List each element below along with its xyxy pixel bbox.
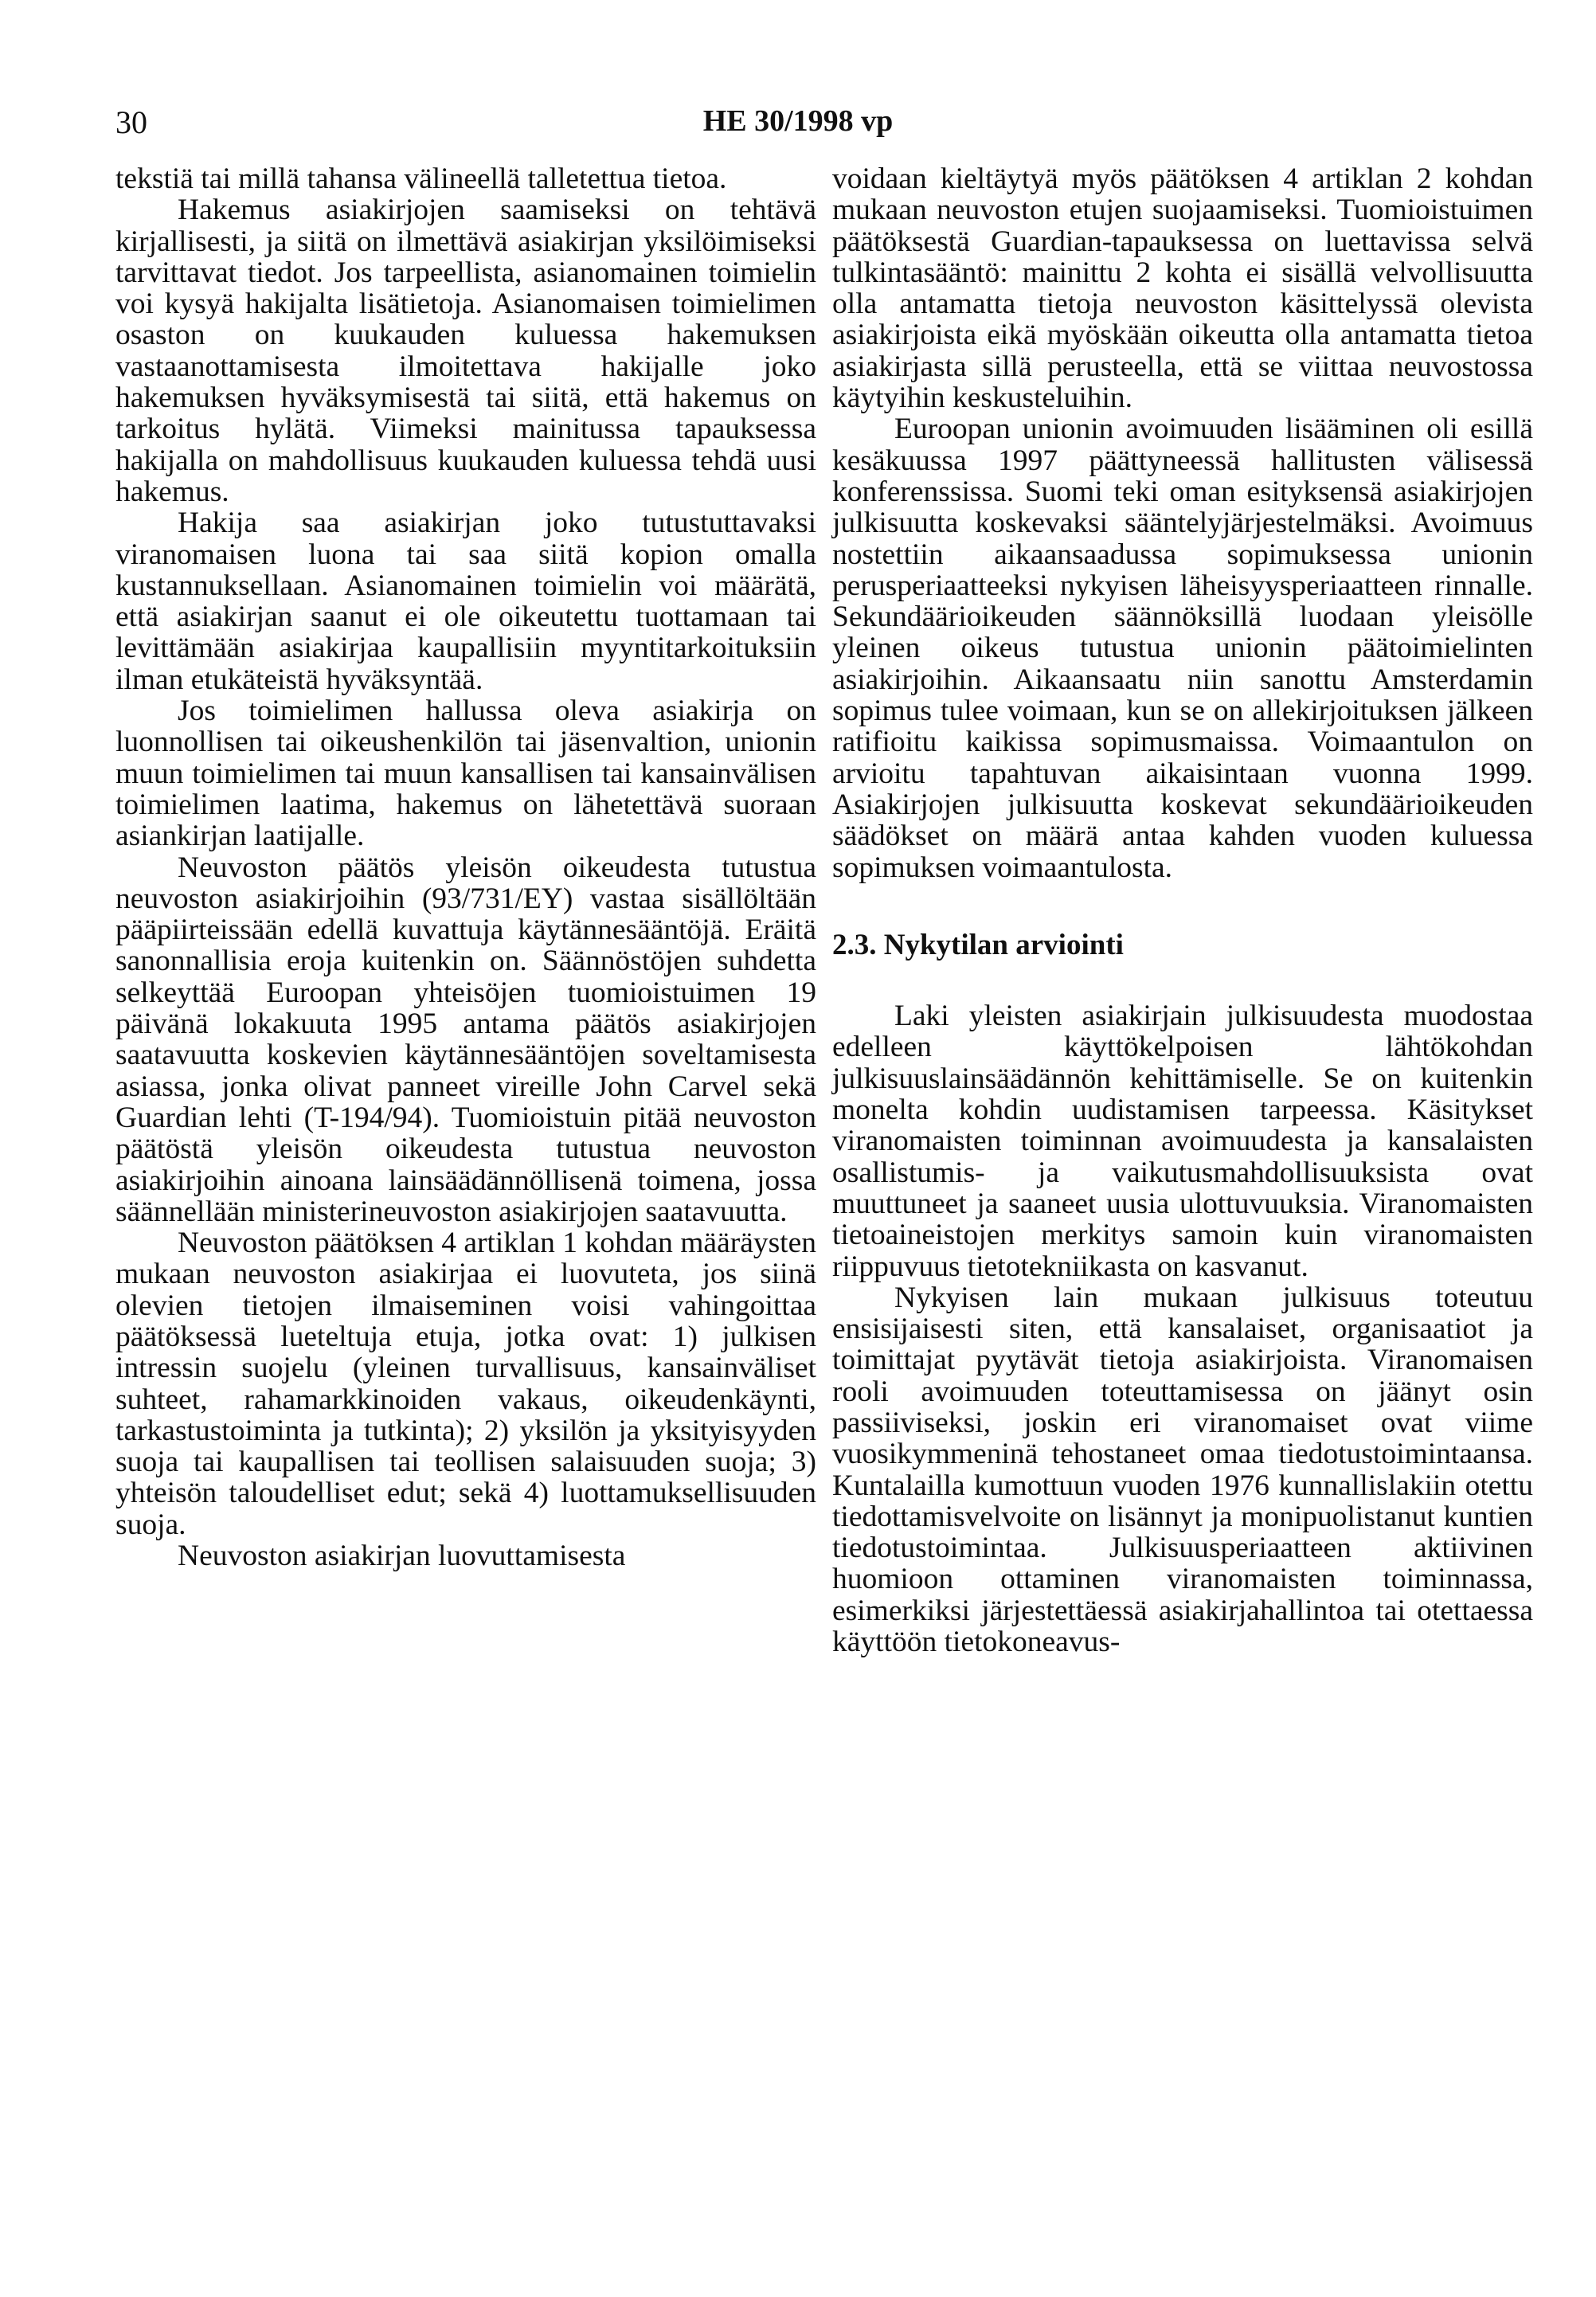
paragraph: Laki yleisten asiakirjain julkisuudesta muodostaa edelleen käyttökelpoisen lähtökohdan julkisuuslainsäädännön kehittämiselle. Se on kuitenkin monelta kohdin uudistamisen tarpeessa. Käsitykset viranomaisten toiminnan avoimuudesta ja kansalaisten osallistumis- ja vaikutusmahdollisuuksista ovat muuttuneet ja saaneet uusia ulottuvuuksia. Viranomaisten tietoaineistojen merkitys samoin kuin viranomaisten riippuvuus tietotekniikasta on kasvanut. xyxy=(832,1000,1533,1283)
paragraph: Neuvoston päätöksen 4 artiklan 1 kohdan määräysten mukaan neuvoston asiakirjaa ei luovuteta, jos siinä olevien tietojen ilmaiseminen voisi vahingoittaa päätöksessä lueteltuja etuja, jotka ovat: 1) julkisen intressin suojelu (yleinen turvallisuus, kansainväliset suhteet, rahamarkkinoiden vakaus, oikeudenkäynti, tarkastustoiminta ja tutkinta); 2) yksilön ja yksityisyyden suoja tai kaupallisen tai teollisen salaisuuden suoja; 3) yhteisön taloudelliset edut; sekä 4) luottamuksellisuuden suoja. xyxy=(115,1227,816,1541)
paragraph: Jos toimielimen hallussa oleva asiakirja on luonnollisen tai oikeushenkilön tai jäsenvaltion, unionin muun toimielimen tai muun kansallisen tai kansainvälisen toimielimen laatima, hakemus on lähetettävä suoraan asiankirjan laatijalle. xyxy=(115,695,816,853)
paragraph: voidaan kieltäytyä myös päätöksen 4 artiklan 2 kohdan mukaan neuvoston etujen suojaamiseksi. Tuomioistuimen päätöksestä Guardian-tapauksessa on luettavissa selvä tulkintasääntö: mainittu 2 kohta ei sisällä velvollisuutta olla antamatta tietoja neuvoston käsittelyssä olevista asiakirjoista eikä myöskään oikeutta olla antamatta tietoa asiakirjasta sillä perusteella, että se viittaa neuvostossa käytyihin keskusteluihin. xyxy=(832,162,1533,415)
paragraph: Neuvoston asiakirjan luovuttamisesta xyxy=(178,1540,626,1573)
paragraph: Hakija saa asiakirjan joko tutustuttavaksi viranomaisen luona tai saa siitä kopion omalla kustannuksellaan. Asianomainen toimielin voi määrätä, että asiakirjan saanut ei ole oikeutettu tuottamaan tai levittämään asiakirjaa kaupallisiin myyntitarkoituksiin ilman etukäteistä hyväksyntää. xyxy=(115,507,816,696)
paragraph: Euroopan unionin avoimuuden lisääminen oli esillä kesäkuussa 1997 päättyneessä hallitusten välisessä konferenssissa. Suomi teki oman esityksensä asiakirjojen julkisuutta koskevaksi sääntelyjärjestelmäksi. Avoimuus nostettiin aikaansaadussa sopimuksessa unionin perusperiaatteeksi nykyisen läheisyysperiaatteen rinnalle. Sekundäärioikeuden säännöksillä luodaan yleisölle yleinen oikeus tutustua unionin päätoimielinten asiakirjoihin. Aikaansaatu niin sanottu Amsterdamin sopimus tulee voimaan, kun se on allekirjoituksen jälkeen ratifioitu kaikissa sopimusmaissa. Voimaantulon on arvioitu tapahtuvan aikaisintaan vuonna 1999. Asiakirjojen julkisuutta koskevat sekundäärioikeuden säädökset on määrä antaa kahden vuoden kuluessa sopimuksen voimaantulosta. xyxy=(832,413,1533,884)
paragraph: tekstiä tai millä tahansa välineellä talletettua tietoa. xyxy=(115,162,727,195)
right-column xyxy=(832,163,1533,1657)
paragraph: Neuvoston päätös yleisön oikeudesta tutustua neuvoston asiakirjoihin (93/731/EY) vastaa sisällöltään pääpiirteissään edellä kuvattuja käytännesääntöjä. Eräitä sanonnallisia eroja kuitenkin on. Säännöstöjen suhdetta selkeyttää Euroopan yhteisöjen tuomioistuimen 19 päivänä lokakuuta 1995 antama päätös asiakirjojen saatavuutta koskevien käytännesääntöjen soveltamisesta asiassa, jonka olivat panneet vireille John Carvel sekä Guardian lehti (T-194/94). Tuomioistuin pitää neuvoston päätöstä yleisön oikeudesta tutustua neuvoston asiakirjoihin ainoana lainsäädännöllisenä toimena, jossa säännellään ministerineuvoston asiakirjojen saatavuutta. xyxy=(115,851,816,1228)
paragraph: Hakemus asiakirjojen saamiseksi on tehtävä kirjallisesti, ja siitä on ilmettävä asiakirjan yksilöimiseksi tarvittavat tiedot. Jos tarpeellista, asianomainen toimielin voi kysyä hakijalta lisätietoja. Asianomaisen toimielimen osaston on kuukauden kuluessa hakemuksen vastaanottamisesta ilmoitettava hakijalle joko hakemuksen hyväksymisestä tai siitä, että hakemus on tarkoitus hylätä. Viimeksi mainitussa tapauksessa hakijalla on mahdollisuus kuukauden kuluessa tehdä uusi hakemus. xyxy=(115,194,816,508)
section-heading: 2.3. Nykytilan arviointi xyxy=(832,928,1124,961)
left-column xyxy=(115,163,816,1571)
page-number: 30 xyxy=(115,104,147,140)
page-header xyxy=(0,104,1596,151)
document-id: HE 30/1998 vp xyxy=(702,104,894,138)
paragraph: Nykyisen lain mukaan julkisuus toteutuu ensisijaisesti siten, että kansalaiset, organisaatiot ja toimittajat pyytävät tietoja asiakirjoista. Viranomaisen rooli avoimuuden toteuttamisessa on jäänyt osin passiiviseksi, joskin eri viranomaiset ovat viime vuosikymmeninä tehostaneet omaa tiedotustoimintaansa. Kuntalailla kumottuun vuoden 1976 kunnallislakiin otettu tiedottamisvelvoite on lisännyt ja monipuolistanut kuntien tiedotustoimintaa. Julkisuusperiaatteen aktiivinen huomioon ottaminen viranomaisten toiminnassa, esimerkiksi järjestettäessä asiakirjahallintoa tai otettaessa käyttöön tietokoneavus- xyxy=(832,1281,1533,1659)
